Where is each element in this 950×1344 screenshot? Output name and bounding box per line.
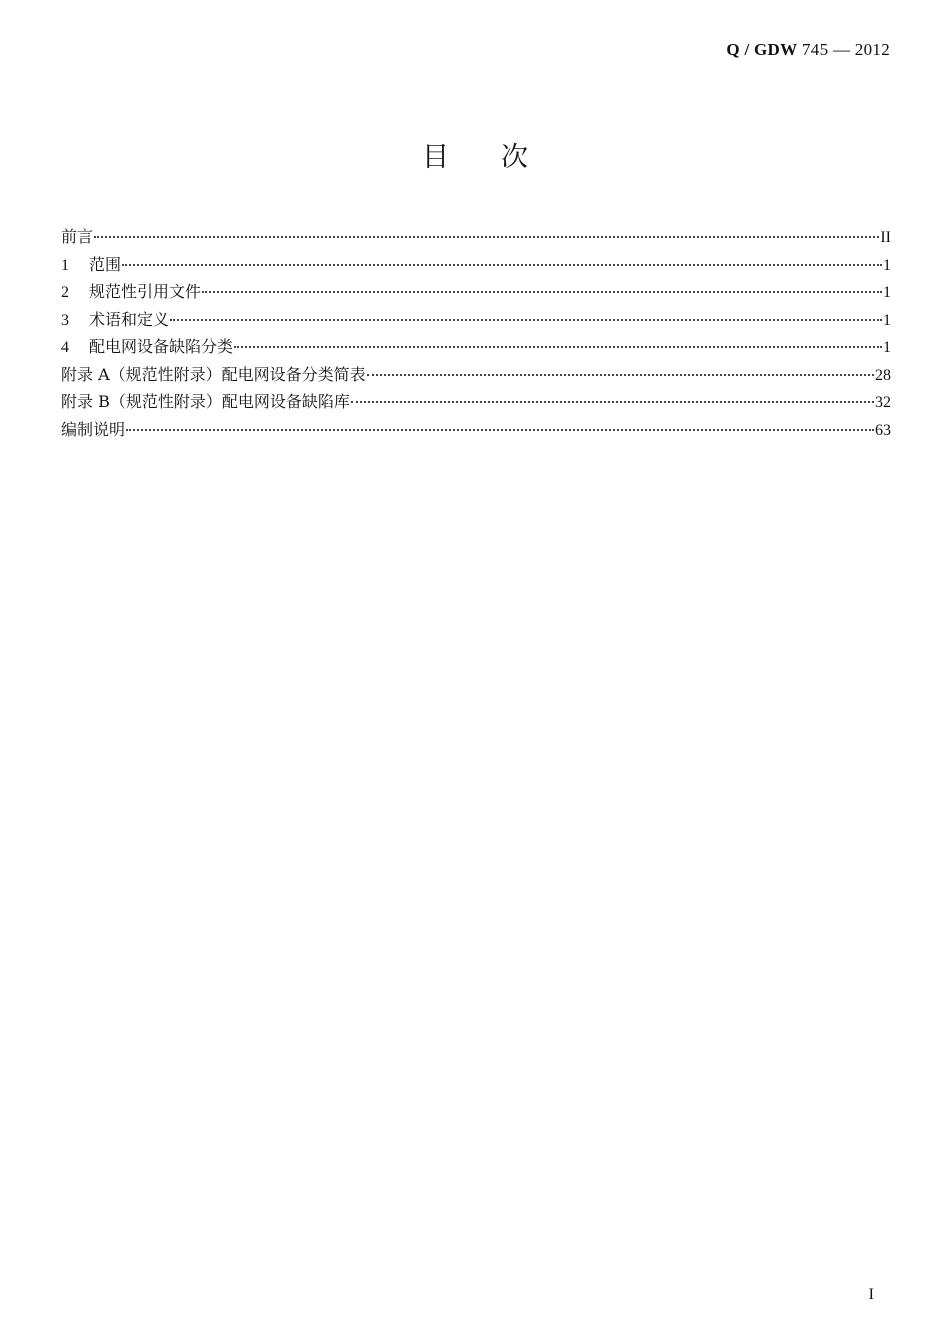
toc-entry-page: 63 xyxy=(875,421,891,439)
toc-entry-defect-classification[interactable] xyxy=(61,333,891,361)
dot-leader xyxy=(234,346,882,348)
toc-entry-label: 规范性引用文件 xyxy=(89,282,202,301)
toc-entry-appendix-a[interactable] xyxy=(61,361,891,389)
toc-entry-label: 附录 A（规范性附录）配电网设备分类简表 xyxy=(61,364,366,384)
toc-entry-page: II xyxy=(880,229,891,246)
dot-leader xyxy=(351,401,874,403)
page-number: I xyxy=(868,1286,874,1303)
dot-leader xyxy=(367,374,874,376)
toc-entry-preface[interactable] xyxy=(61,223,891,251)
dot-leader xyxy=(122,264,882,266)
page-title: 目次 xyxy=(422,142,580,173)
table-of-contents xyxy=(61,223,891,443)
toc-entry-normative-references[interactable] xyxy=(61,278,891,306)
toc-entry-page: 28 xyxy=(875,366,891,384)
toc-entry-number: 1 xyxy=(61,256,69,274)
toc-entry-label: 范围 xyxy=(89,254,122,274)
dot-leader xyxy=(170,319,882,321)
document-code xyxy=(726,40,890,60)
toc-entry-label: 前言 xyxy=(61,227,94,246)
toc-entry-label: 术语和定义 xyxy=(89,309,170,329)
toc-entry-page: 1 xyxy=(883,256,891,274)
document-code-prefix: Q / GDW xyxy=(726,40,798,59)
toc-entry-page: 1 xyxy=(883,284,891,301)
toc-entry-scope[interactable] xyxy=(61,251,891,279)
dot-leader xyxy=(126,429,874,431)
dot-leader xyxy=(94,236,879,238)
toc-entry-label: 配电网设备缺陷分类 xyxy=(89,337,234,356)
toc-entry-page: 1 xyxy=(883,339,891,356)
toc-entry-page: 1 xyxy=(883,311,891,329)
toc-entry-number: 4 xyxy=(61,339,69,356)
toc-entry-label: 编制说明 xyxy=(61,419,126,439)
toc-entry-appendix-b[interactable] xyxy=(61,388,891,416)
dot-leader xyxy=(202,291,882,293)
toc-entry-label: 附录 B（规范性附录）配电网设备缺陷库 xyxy=(61,392,350,411)
toc-entry-number: 2 xyxy=(61,284,69,301)
document-code-suffix: 745 — 2012 xyxy=(802,40,890,59)
toc-entry-terms-definitions[interactable] xyxy=(61,306,891,334)
toc-entry-page: 32 xyxy=(875,394,891,411)
toc-entry-compilation-notes[interactable] xyxy=(61,416,891,444)
toc-entry-number: 3 xyxy=(61,311,69,329)
